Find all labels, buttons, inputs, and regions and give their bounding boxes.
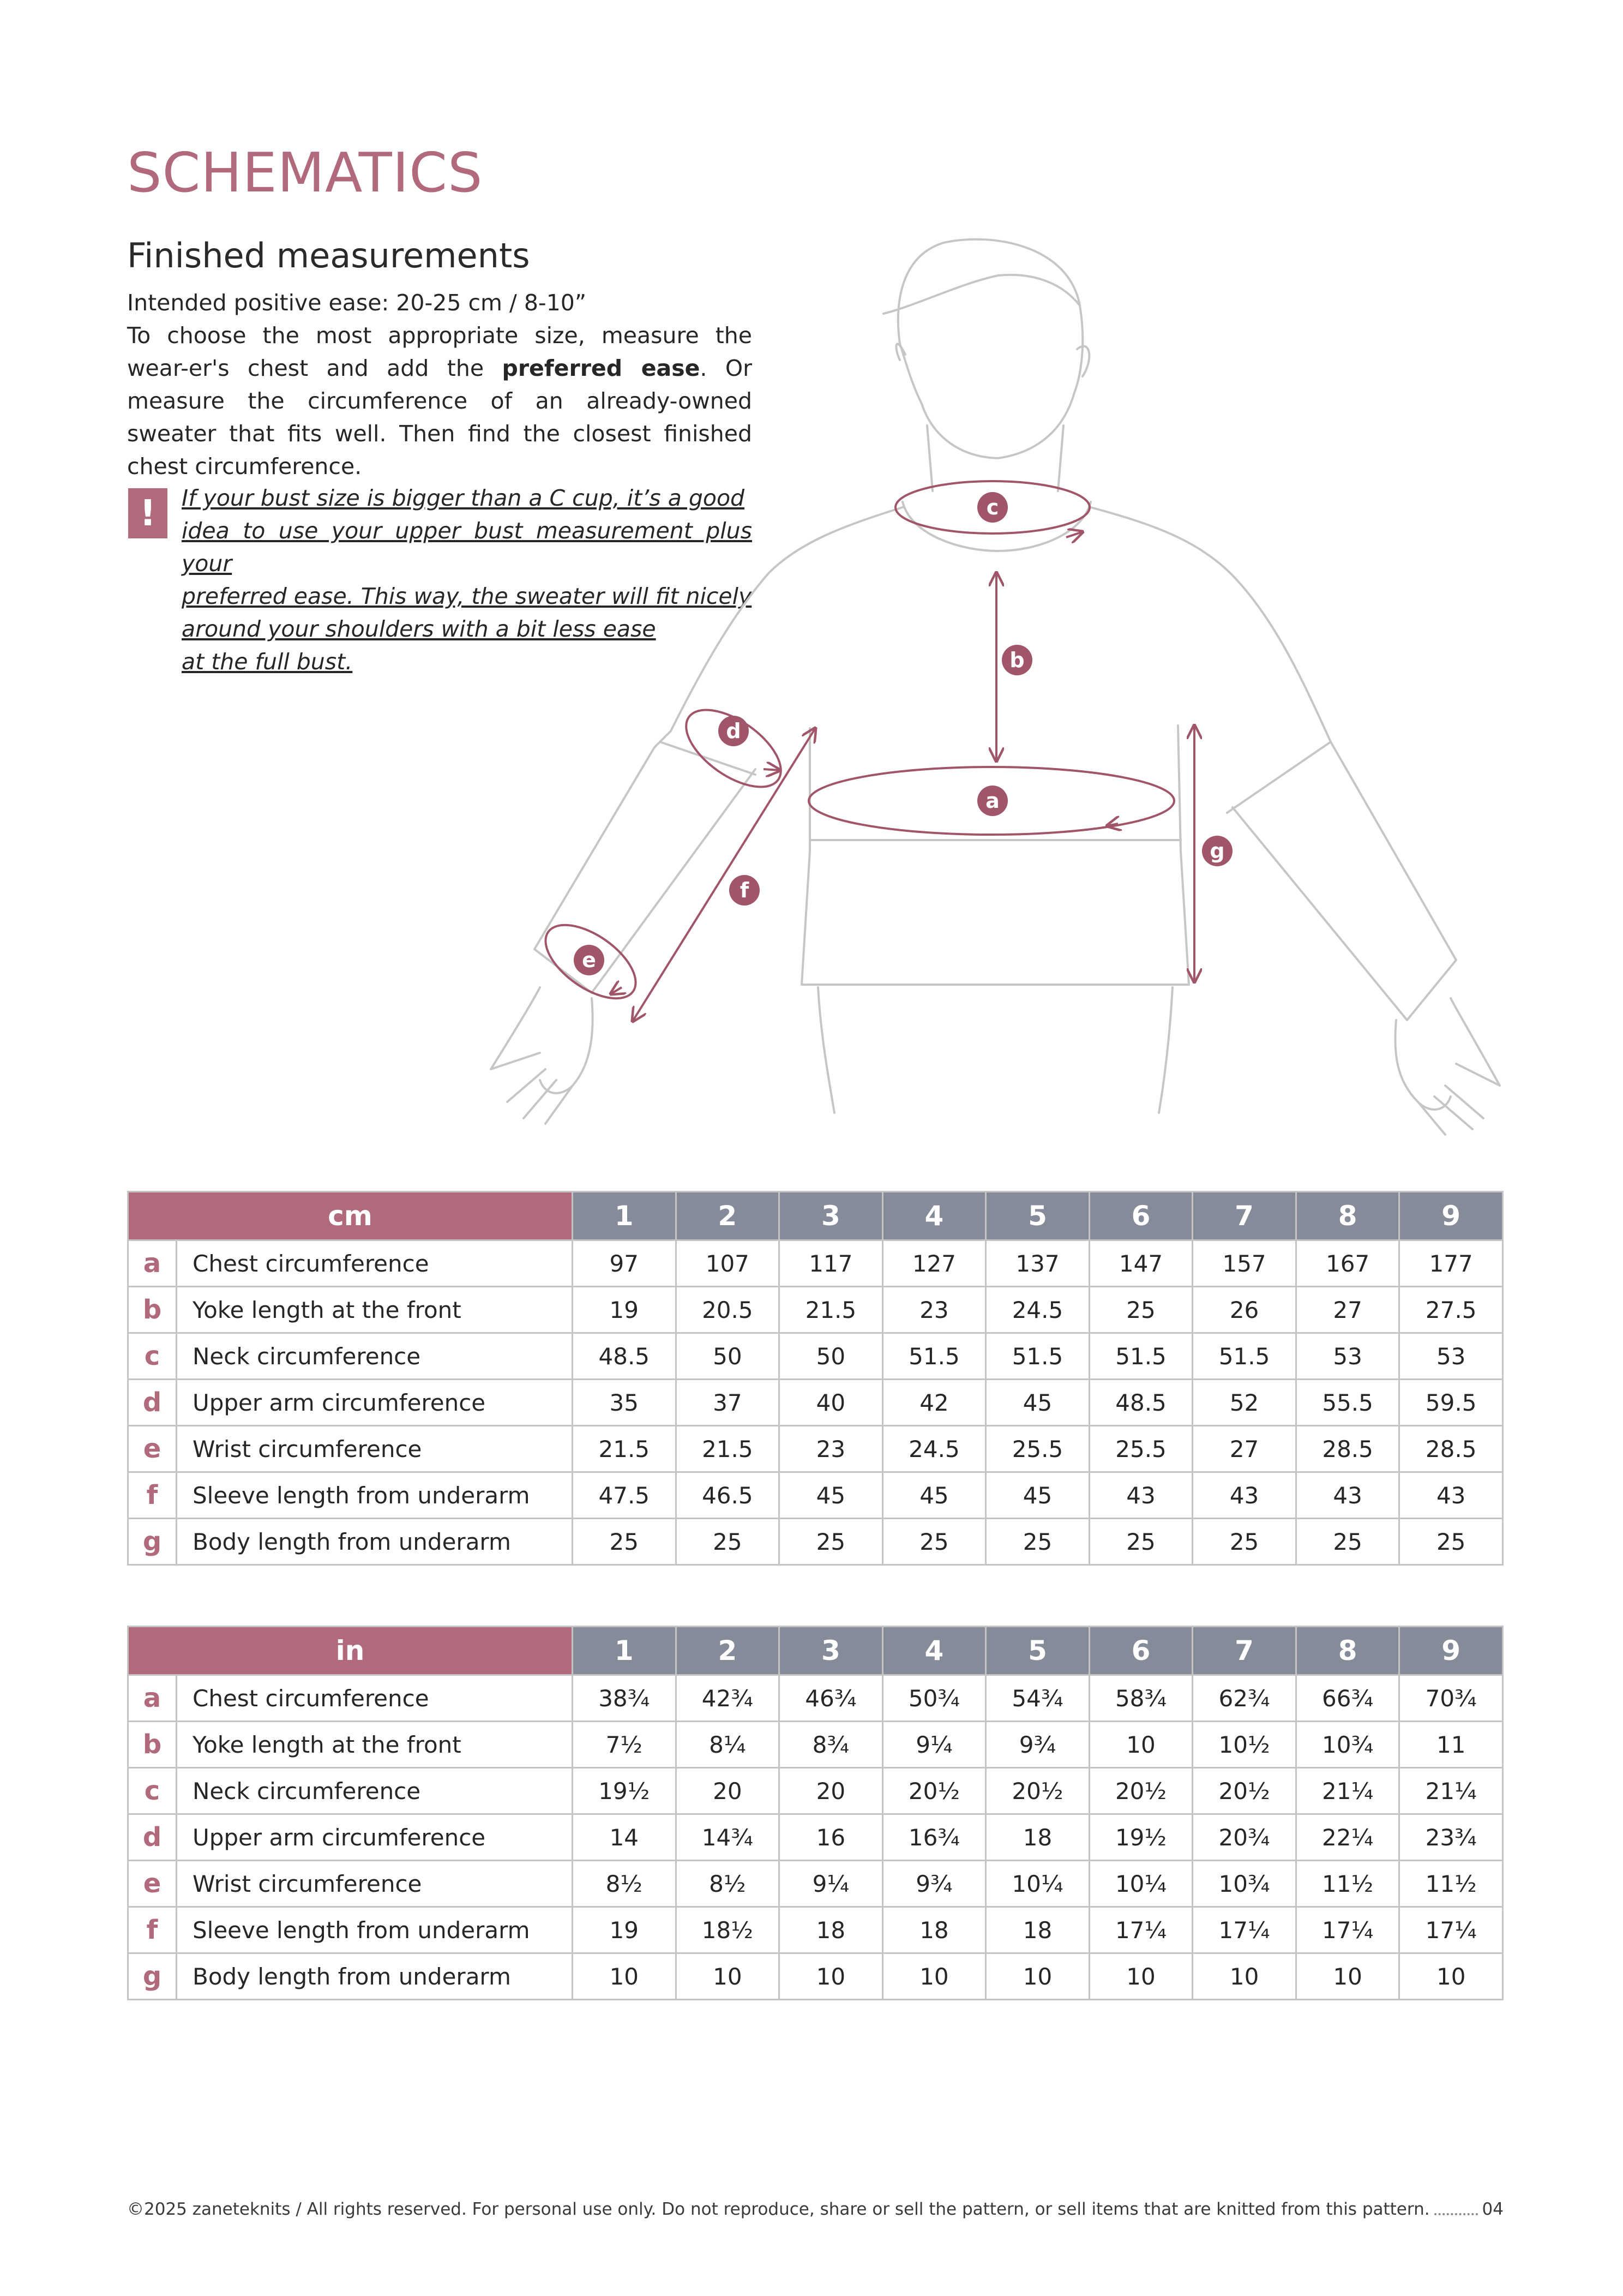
measurement-letter: f (128, 1472, 177, 1519)
measurement-value: 47.5 (573, 1472, 676, 1519)
measurement-value: 28.5 (1296, 1426, 1399, 1472)
measurement-label: Upper arm circumference (177, 1814, 573, 1861)
measurement-value: 17¼ (1193, 1907, 1296, 1953)
measurement-letter: f (128, 1907, 177, 1953)
measurement-label: Sleeve length from underarm (177, 1907, 573, 1953)
measurement-label: Upper arm circumference (177, 1380, 573, 1426)
measurement-value: 38¾ (573, 1675, 676, 1722)
measurement-letter: d (128, 1380, 177, 1426)
measurement-value: 20½ (1193, 1768, 1296, 1814)
measurement-value: 27 (1193, 1426, 1296, 1472)
table-row (128, 1426, 1503, 1472)
measurement-value: 137 (986, 1240, 1090, 1287)
measurement-value: 21.5 (676, 1426, 779, 1472)
table-row (128, 1240, 1503, 1287)
size-header: 3 (779, 1192, 883, 1240)
measurement-value: 11 (1399, 1722, 1503, 1768)
measurement-letter: b (128, 1722, 177, 1768)
measurement-value: 16¾ (882, 1814, 986, 1861)
measurement-value: 21¼ (1296, 1768, 1399, 1814)
measurement-value: 48.5 (573, 1333, 676, 1380)
measurement-value: 17¼ (1296, 1907, 1399, 1953)
measurement-letter: g (128, 1519, 177, 1565)
measurement-label: Yoke length at the front (177, 1287, 573, 1333)
measurement-value: 35 (573, 1380, 676, 1426)
label-f: f (740, 878, 749, 902)
table-row (128, 1333, 1503, 1380)
measurement-value: 46¾ (779, 1675, 883, 1722)
size-header: 5 (986, 1627, 1090, 1675)
measurement-value: 25 (882, 1519, 986, 1565)
measurement-label: Wrist circumference (177, 1861, 573, 1907)
size-header: 9 (1399, 1192, 1503, 1240)
measurement-value: 10 (779, 1953, 883, 2000)
measurement-value: 50¾ (882, 1675, 986, 1722)
measurement-value: 52 (1193, 1380, 1296, 1426)
measurement-label: Chest circumference (177, 1675, 573, 1722)
measurement-value: 51.5 (986, 1333, 1090, 1380)
measurement-value: 53 (1399, 1333, 1503, 1380)
measurement-letter: b (128, 1287, 177, 1333)
measurement-value: 21¼ (1399, 1768, 1503, 1814)
size-header: 6 (1089, 1192, 1193, 1240)
measurement-value: 25 (1089, 1519, 1193, 1565)
measurement-value: 20.5 (676, 1287, 779, 1333)
measurements-table-cm (127, 1191, 1504, 1566)
measurement-value: 43 (1193, 1472, 1296, 1519)
measurement-value: 51.5 (1089, 1333, 1193, 1380)
size-header: 1 (573, 1192, 676, 1240)
measurement-value: 11½ (1296, 1861, 1399, 1907)
size-header: 6 (1089, 1627, 1193, 1675)
measurement-lines (533, 481, 1194, 1021)
leader-dots (1434, 2203, 1478, 2215)
label-a: a (985, 789, 1000, 813)
note-line: idea to use your upper bust measurement plus your (182, 518, 752, 577)
measurement-letter: a (128, 1240, 177, 1287)
measurement-value: 8¾ (779, 1722, 883, 1768)
table-header-row (128, 1627, 1503, 1675)
page-footer (127, 2199, 1504, 2219)
table-row (128, 1675, 1503, 1722)
measurement-value: 17¼ (1399, 1907, 1503, 1953)
measurement-value: 8½ (676, 1861, 779, 1907)
measurement-value: 177 (1399, 1240, 1503, 1287)
measurement-value: 54¾ (986, 1675, 1090, 1722)
measurement-value: 24.5 (986, 1287, 1090, 1333)
measurement-letter: g (128, 1953, 177, 2000)
measurement-value: 10 (1089, 1722, 1193, 1768)
measurement-value: 20 (779, 1768, 883, 1814)
measurement-value: 167 (1296, 1240, 1399, 1287)
warning-icon: ! (128, 488, 167, 538)
measurement-value: 53 (1296, 1333, 1399, 1380)
measurement-value: 70¾ (1399, 1675, 1503, 1722)
measurement-value: 8½ (573, 1861, 676, 1907)
measurement-value: 10¼ (986, 1861, 1090, 1907)
measurement-value: 10 (1399, 1953, 1503, 2000)
measurement-value: 97 (573, 1240, 676, 1287)
measurement-value: 19 (573, 1287, 676, 1333)
measurement-value: 10 (882, 1953, 986, 2000)
measurement-value: 20¾ (1193, 1814, 1296, 1861)
upper-arm-loop (673, 695, 794, 802)
measurement-value: 10 (676, 1953, 779, 2000)
measurements-table-in (127, 1626, 1504, 2000)
measurement-value: 20 (676, 1768, 779, 1814)
measurement-value: 20½ (1089, 1768, 1193, 1814)
page-number: 04 (1482, 2199, 1504, 2219)
label-d: d (726, 719, 741, 743)
measurement-value: 9¼ (779, 1861, 883, 1907)
size-header: 4 (882, 1192, 986, 1240)
measurement-value: 46.5 (676, 1472, 779, 1519)
ease-line: Intended positive ease: 20-25 cm / 8-10” (127, 290, 587, 316)
measurement-value: 8¼ (676, 1722, 779, 1768)
table-row (128, 1519, 1503, 1565)
measurement-label: Wrist circumference (177, 1426, 573, 1472)
table-row (128, 1907, 1503, 1953)
measurement-value: 10½ (1193, 1722, 1296, 1768)
size-header: 5 (986, 1192, 1090, 1240)
measurement-label: Neck circumference (177, 1333, 573, 1380)
measurement-value: 20½ (882, 1768, 986, 1814)
intro-text-part-2: . Or measure the circumference of an already-owned sweater that fits well. Then find the closest finished chest circumference. (127, 355, 752, 479)
measurement-value: 40 (779, 1380, 883, 1426)
label-e: e (582, 948, 596, 972)
measurement-value: 21.5 (573, 1426, 676, 1472)
measurement-value: 10 (986, 1953, 1090, 2000)
intro-bold-text: preferred ease (502, 355, 700, 381)
measurement-value: 14 (573, 1814, 676, 1861)
measurement-value: 19½ (573, 1768, 676, 1814)
measurement-value: 25 (676, 1519, 779, 1565)
note-line: around your shoulders with a bit less ease (182, 616, 656, 642)
measurement-value: 16 (779, 1814, 883, 1861)
measurement-letter: e (128, 1426, 177, 1472)
measurement-letter: c (128, 1768, 177, 1814)
copyright-text: ©2025 zaneteknits / All rights reserved. For personal use only. Do not reproduce, share or sell the pattern, or sell items that are knitted from this pattern. (127, 2199, 1430, 2219)
measurement-value: 28.5 (1399, 1426, 1503, 1472)
table-row (128, 1814, 1503, 1861)
measurement-value: 27.5 (1399, 1287, 1503, 1333)
measurement-value: 9¼ (882, 1722, 986, 1768)
measurement-label: Sleeve length from underarm (177, 1472, 573, 1519)
measurement-value: 24.5 (882, 1426, 986, 1472)
size-header: 1 (573, 1627, 676, 1675)
measurement-value: 27 (1296, 1287, 1399, 1333)
measurement-value: 9¾ (986, 1722, 1090, 1768)
measurement-value: 14¾ (676, 1814, 779, 1861)
measurement-value: 25 (779, 1519, 883, 1565)
measurement-label: Neck circumference (177, 1768, 573, 1814)
measurement-value: 20½ (986, 1768, 1090, 1814)
table-row (128, 1472, 1503, 1519)
measurement-value: 45 (779, 1472, 883, 1519)
measurement-value: 9¾ (882, 1861, 986, 1907)
table-row (128, 1768, 1503, 1814)
table-row (128, 1287, 1503, 1333)
measurement-value: 25 (1399, 1519, 1503, 1565)
measurement-value: 22¼ (1296, 1814, 1399, 1861)
measurement-value: 10¾ (1193, 1861, 1296, 1907)
measurement-value: 18 (986, 1814, 1090, 1861)
measurement-value: 10 (1193, 1953, 1296, 2000)
measurement-value: 51.5 (1193, 1333, 1296, 1380)
measurement-value: 45 (882, 1472, 986, 1519)
measurement-letter: c (128, 1333, 177, 1380)
measurement-value: 7½ (573, 1722, 676, 1768)
measurement-value: 19 (573, 1907, 676, 1953)
measurement-value: 25.5 (986, 1426, 1090, 1472)
measurement-value: 25 (573, 1519, 676, 1565)
measurement-letter: e (128, 1861, 177, 1907)
measurement-value: 42¾ (676, 1675, 779, 1722)
measurement-value: 127 (882, 1240, 986, 1287)
measurement-value: 10 (573, 1953, 676, 2000)
measurement-value: 25 (986, 1519, 1090, 1565)
measurement-value: 42 (882, 1380, 986, 1426)
measurement-labels (574, 492, 1233, 975)
measurement-value: 18 (882, 1907, 986, 1953)
unit-header: cm (128, 1192, 573, 1240)
table-row (128, 1380, 1503, 1426)
measurement-value: 50 (676, 1333, 779, 1380)
measurement-value: 157 (1193, 1240, 1296, 1287)
measurement-value: 10¼ (1089, 1861, 1193, 1907)
label-b: b (1009, 648, 1025, 672)
measurement-value: 59.5 (1399, 1380, 1503, 1426)
measurement-value: 18 (779, 1907, 883, 1953)
measurement-value: 23¾ (1399, 1814, 1503, 1861)
measurement-value: 26 (1193, 1287, 1296, 1333)
size-header: 8 (1296, 1627, 1399, 1675)
note-line: at the full bust. (182, 649, 353, 675)
measurement-value: 10 (1296, 1953, 1399, 2000)
measurement-value: 51.5 (882, 1333, 986, 1380)
table-header-row (128, 1192, 1503, 1240)
size-header: 7 (1193, 1627, 1296, 1675)
table-row (128, 1861, 1503, 1907)
table-row (128, 1953, 1503, 2000)
measurement-value: 48.5 (1089, 1380, 1193, 1426)
measurement-value: 17¼ (1089, 1907, 1193, 1953)
measurement-label: Body length from underarm (177, 1519, 573, 1565)
measurement-value: 10¾ (1296, 1722, 1399, 1768)
section-subtitle: Finished measurements (127, 236, 530, 275)
measurement-value: 62¾ (1193, 1675, 1296, 1722)
measurement-label: Body length from underarm (177, 1953, 573, 2000)
measurement-value: 55.5 (1296, 1380, 1399, 1426)
measurement-value: 37 (676, 1380, 779, 1426)
sleeve-length-arrow (633, 728, 815, 1021)
size-header: 2 (676, 1192, 779, 1240)
label-c: c (986, 495, 999, 519)
measurement-value: 25 (1296, 1519, 1399, 1565)
measurement-value: 21.5 (779, 1287, 883, 1333)
measurement-value: 19½ (1089, 1814, 1193, 1861)
measurement-value: 43 (1089, 1472, 1193, 1519)
measurement-value: 23 (779, 1426, 883, 1472)
measurement-value: 25 (1193, 1519, 1296, 1565)
page-title: SCHEMATICS (127, 141, 483, 205)
measurement-label: Chest circumference (177, 1240, 573, 1287)
note-line: preferred ease. This way, the sweater will fit nicely (182, 583, 752, 609)
measurement-value: 66¾ (1296, 1675, 1399, 1722)
measurement-value: 43 (1296, 1472, 1399, 1519)
size-header: 8 (1296, 1192, 1399, 1240)
measurement-value: 45 (986, 1380, 1090, 1426)
measurement-value: 58¾ (1089, 1675, 1193, 1722)
measurement-value: 43 (1399, 1472, 1503, 1519)
size-header: 2 (676, 1627, 779, 1675)
note-line: If your bust size is bigger than a C cup, it’s a good (182, 485, 745, 511)
measurement-label: Yoke length at the front (177, 1722, 573, 1768)
measurement-letter: a (128, 1675, 177, 1722)
unit-header: in (128, 1627, 573, 1675)
size-header: 3 (779, 1627, 883, 1675)
measurement-value: 50 (779, 1333, 883, 1380)
measurement-value: 18 (986, 1907, 1090, 1953)
measurement-letter: d (128, 1814, 177, 1861)
measurement-value: 23 (882, 1287, 986, 1333)
size-header: 7 (1193, 1192, 1296, 1240)
measurement-value: 147 (1089, 1240, 1193, 1287)
measurement-value: 18½ (676, 1907, 779, 1953)
measurement-value: 45 (986, 1472, 1090, 1519)
size-header: 9 (1399, 1627, 1503, 1675)
measurement-value: 117 (779, 1240, 883, 1287)
measurement-value: 107 (676, 1240, 779, 1287)
size-header: 4 (882, 1627, 986, 1675)
table-row (128, 1722, 1503, 1768)
measurement-value: 25 (1089, 1287, 1193, 1333)
intro-text-part-1: To choose the most appropriate size, measure the wear-er's chest and add the (127, 322, 752, 381)
measurement-value: 10 (1089, 1953, 1193, 2000)
measurement-value: 11½ (1399, 1861, 1503, 1907)
measurement-value: 25.5 (1089, 1426, 1193, 1472)
label-g: g (1210, 839, 1225, 863)
